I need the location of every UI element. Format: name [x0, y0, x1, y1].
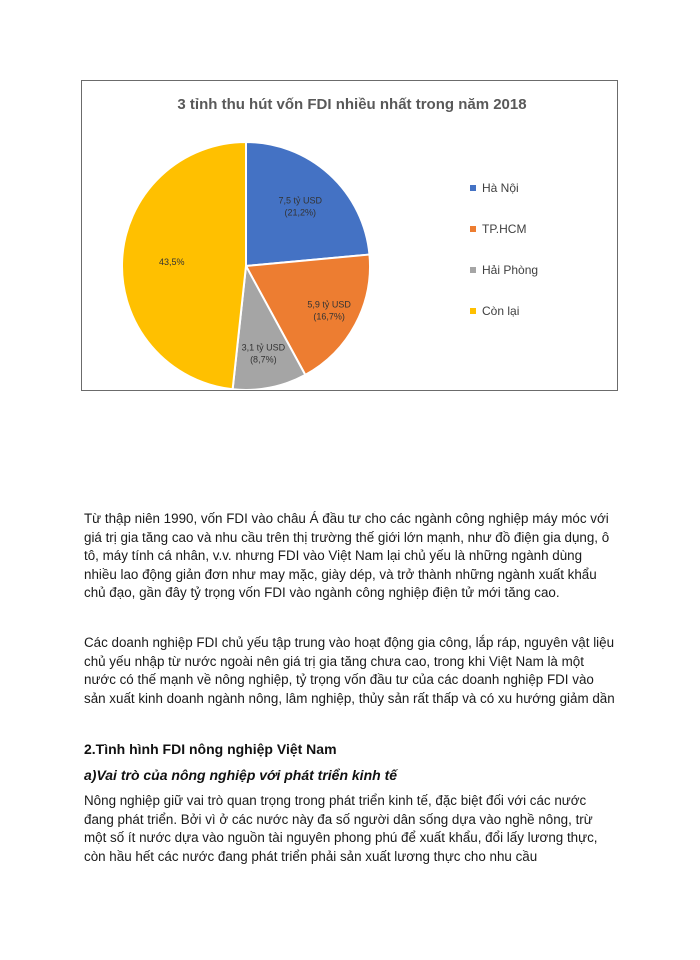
- legend-label-2: TP.HCM: [482, 222, 527, 236]
- legend-swatch-1: [470, 185, 476, 191]
- slice-data-label-2: 5,9 tỷ USD (16,7%): [307, 299, 351, 322]
- pie-chart-frame: [81, 80, 618, 391]
- legend-swatch-4: [470, 308, 476, 314]
- legend-swatch-3: [470, 267, 476, 273]
- legend-swatch-2: [470, 226, 476, 232]
- legend-label-4: Còn lại: [482, 304, 520, 318]
- pie-chart: [82, 81, 617, 390]
- slice-data-label-4: 43,5%: [158, 256, 185, 267]
- paragraph-fdi-history: Từ thập niên 1990, vốn FDI vào châu Á đầu tư cho các ngành công nghiệp máy móc với giá trị gia tăng cao và nhu cầu trên thị trường thế giới lớn mạnh, như đồ điện gia dụng, ô tô, máy tính cá nhân, v.v. nhưng FDI vào Việt Nam lại chủ yếu là những ngành dùng nhiều lao động giản đơn như may mặc, giày dép, và trở thành những ngành xuất khẩu chủ đạo, gần đây tỷ trọng vốn FDI vào ngành công nghiệp điện tử mới tăng cao.: [84, 511, 610, 600]
- section-heading: 2.Tình hình FDI nông nghiệp Việt Nam: [84, 741, 337, 757]
- legend-label-1: Hà Nội: [482, 181, 519, 195]
- legend-label-3: Hải Phòng: [482, 263, 539, 277]
- paragraph-fdi-enterprises: Các doanh nghiệp FDI chủ yếu tập trung vào hoạt động gia công, lắp ráp, nguyên vật liệu chủ yếu nhập từ nước ngoài nên giá trị gia tăng chưa cao, trong khi Việt Nam là một nước có thế mạnh về nông nghiệp, tỷ trọng vốn đầu tư của các doanh nghiệp FDI vào sản xuất kinh doanh ngành nông, lâm nghiệp, thủy sản rất thấp và có xu hướng giảm dần: [84, 635, 615, 706]
- chart-title: 3 tỉnh thu hút vốn FDI nhiều nhất trong năm 2018: [177, 96, 527, 113]
- paragraph-agriculture-role: Nông nghiệp giữ vai trò quan trọng trong phát triển kinh tế, đặc biệt đối với các nước đang phát triển. Bởi vì ở các nước này đa số người dân sống dựa vào nghề nông, trừ một số ít nước dựa vào nguồn tài nguyên phong phú để xuất khẩu, đổi lấy lương thực, còn hầu hết các nước đang phát triển phải sản xuất lương thực cho nhu cầu: [84, 793, 598, 864]
- section-subheading: a)Vai trò của nông nghiệp với phát triển kinh tế: [84, 767, 398, 783]
- slice-data-label-1: 7,5 tỷ USD (21,2%): [278, 195, 323, 218]
- slice-data-label-3: 3,1 tỷ USD (8,7%): [241, 342, 286, 365]
